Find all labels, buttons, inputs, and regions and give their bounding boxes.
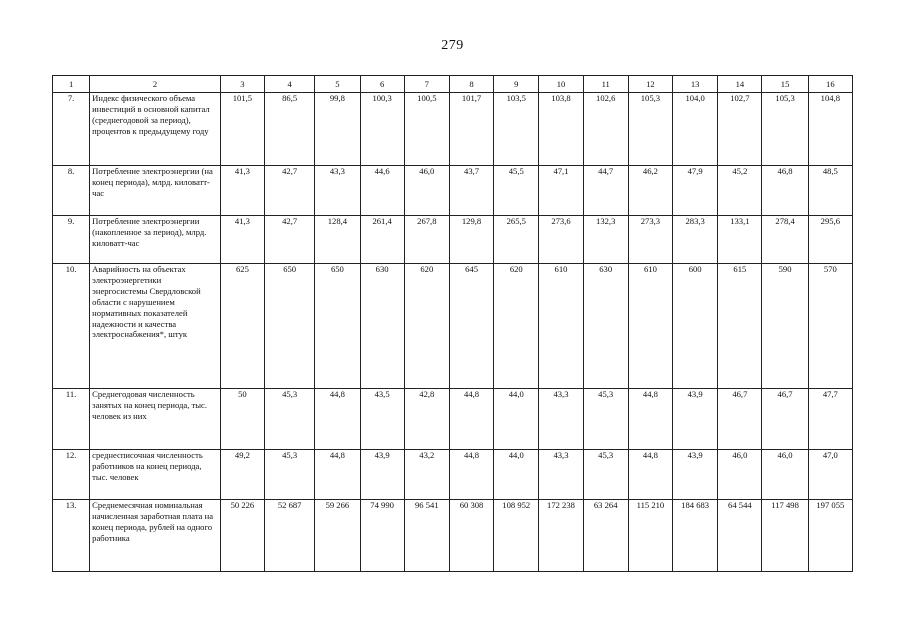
value-cell: 273,6 bbox=[539, 216, 583, 264]
row-number: 12. bbox=[53, 450, 90, 500]
value-cell: 45,2 bbox=[718, 166, 762, 216]
column-header: 5 bbox=[315, 76, 360, 93]
value-cell: 44,7 bbox=[583, 166, 628, 216]
value-cell: 99,8 bbox=[315, 93, 360, 166]
value-cell: 46,0 bbox=[718, 450, 762, 500]
value-cell: 43,9 bbox=[673, 450, 718, 500]
value-cell: 74 990 bbox=[360, 500, 404, 572]
value-cell: 43,2 bbox=[404, 450, 449, 500]
value-cell: 44,8 bbox=[449, 389, 493, 450]
column-header: 10 bbox=[539, 76, 583, 93]
value-cell: 42,7 bbox=[265, 166, 315, 216]
value-cell: 43,7 bbox=[449, 166, 493, 216]
indicator-name: Среднегодовая численность занятых на конец периода, тыс. человек из них bbox=[90, 389, 221, 450]
value-cell: 46,2 bbox=[628, 166, 672, 216]
value-cell: 100,5 bbox=[404, 93, 449, 166]
value-cell: 63 264 bbox=[583, 500, 628, 572]
value-cell: 42,8 bbox=[404, 389, 449, 450]
data-table bbox=[52, 75, 853, 572]
value-cell: 44,8 bbox=[628, 450, 672, 500]
value-cell: 47,7 bbox=[808, 389, 852, 450]
value-cell: 615 bbox=[718, 264, 762, 389]
value-cell: 45,3 bbox=[265, 389, 315, 450]
column-header: 7 bbox=[404, 76, 449, 93]
value-cell: 50 226 bbox=[220, 500, 264, 572]
row-number: 10. bbox=[53, 264, 90, 389]
value-cell: 46,7 bbox=[718, 389, 762, 450]
value-cell: 184 683 bbox=[673, 500, 718, 572]
header-row bbox=[53, 76, 853, 93]
value-cell: 44,8 bbox=[628, 389, 672, 450]
value-cell: 48,5 bbox=[808, 166, 852, 216]
value-cell: 41,3 bbox=[220, 216, 264, 264]
value-cell: 86,5 bbox=[265, 93, 315, 166]
value-cell: 47,1 bbox=[539, 166, 583, 216]
value-cell: 265,5 bbox=[494, 216, 539, 264]
value-cell: 46,0 bbox=[762, 450, 808, 500]
value-cell: 60 308 bbox=[449, 500, 493, 572]
row-number: 11. bbox=[53, 389, 90, 450]
value-cell: 42,7 bbox=[265, 216, 315, 264]
column-header: 14 bbox=[718, 76, 762, 93]
column-header: 12 bbox=[628, 76, 672, 93]
value-cell: 41,3 bbox=[220, 166, 264, 216]
value-cell: 108 952 bbox=[494, 500, 539, 572]
indicator-name: Потребление электроэнергии (накопленное за период), млрд. киловатт-час bbox=[90, 216, 221, 264]
column-header: 9 bbox=[494, 76, 539, 93]
value-cell: 104,8 bbox=[808, 93, 852, 166]
value-cell: 104,0 bbox=[673, 93, 718, 166]
table-row bbox=[53, 93, 853, 166]
value-cell: 44,0 bbox=[494, 389, 539, 450]
value-cell: 278,4 bbox=[762, 216, 808, 264]
row-number: 8. bbox=[53, 166, 90, 216]
value-cell: 43,3 bbox=[315, 166, 360, 216]
value-cell: 50 bbox=[220, 389, 264, 450]
table-row bbox=[53, 500, 853, 572]
value-cell: 105,3 bbox=[762, 93, 808, 166]
value-cell: 283,3 bbox=[673, 216, 718, 264]
value-cell: 46,8 bbox=[762, 166, 808, 216]
table-row bbox=[53, 450, 853, 500]
column-header: 11 bbox=[583, 76, 628, 93]
value-cell: 103,5 bbox=[494, 93, 539, 166]
table-row bbox=[53, 216, 853, 264]
column-header: 4 bbox=[265, 76, 315, 93]
value-cell: 100,3 bbox=[360, 93, 404, 166]
value-cell: 103,8 bbox=[539, 93, 583, 166]
row-number: 9. bbox=[53, 216, 90, 264]
column-header: 16 bbox=[808, 76, 852, 93]
value-cell: 47,0 bbox=[808, 450, 852, 500]
value-cell: 44,8 bbox=[315, 389, 360, 450]
page-number: 279 bbox=[441, 38, 464, 53]
value-cell: 43,9 bbox=[673, 389, 718, 450]
value-cell: 620 bbox=[494, 264, 539, 389]
indicator-name: Аварийность на объектах электроэнергетики энергосистемы Свердловской области с нарушением нормативных показателей надежности и качества электроснабжения*, штук bbox=[90, 264, 221, 389]
indicator-name: среднесписочная численность работников на конец периода, тыс. человек bbox=[90, 450, 221, 500]
value-cell: 44,0 bbox=[494, 450, 539, 500]
indicator-name: Потребление электроэнергии (на конец периода), млрд. киловатт-час bbox=[90, 166, 221, 216]
value-cell: 44,6 bbox=[360, 166, 404, 216]
value-cell: 630 bbox=[360, 264, 404, 389]
column-header: 2 bbox=[90, 76, 221, 93]
value-cell: 52 687 bbox=[265, 500, 315, 572]
value-cell: 650 bbox=[265, 264, 315, 389]
value-cell: 132,3 bbox=[583, 216, 628, 264]
value-cell: 101,5 bbox=[220, 93, 264, 166]
indicator-name: Среднемесячная номинальная начисленная заработная плата на конец периода, рублей на одного работника bbox=[90, 500, 221, 572]
value-cell: 630 bbox=[583, 264, 628, 389]
value-cell: 59 266 bbox=[315, 500, 360, 572]
value-cell: 590 bbox=[762, 264, 808, 389]
value-cell: 45,3 bbox=[583, 450, 628, 500]
column-header: 13 bbox=[673, 76, 718, 93]
value-cell: 645 bbox=[449, 264, 493, 389]
value-cell: 44,8 bbox=[315, 450, 360, 500]
column-header: 3 bbox=[220, 76, 264, 93]
column-header: 6 bbox=[360, 76, 404, 93]
value-cell: 45,3 bbox=[265, 450, 315, 500]
value-cell: 102,6 bbox=[583, 93, 628, 166]
table-row bbox=[53, 166, 853, 216]
value-cell: 273,3 bbox=[628, 216, 672, 264]
value-cell: 128,4 bbox=[315, 216, 360, 264]
value-cell: 43,9 bbox=[360, 450, 404, 500]
value-cell: 610 bbox=[628, 264, 672, 389]
value-cell: 172 238 bbox=[539, 500, 583, 572]
column-header: 15 bbox=[762, 76, 808, 93]
value-cell: 43,5 bbox=[360, 389, 404, 450]
value-cell: 295,6 bbox=[808, 216, 852, 264]
value-cell: 46,0 bbox=[404, 166, 449, 216]
value-cell: 44,8 bbox=[449, 450, 493, 500]
value-cell: 197 055 bbox=[808, 500, 852, 572]
value-cell: 105,3 bbox=[628, 93, 672, 166]
value-cell: 46,7 bbox=[762, 389, 808, 450]
value-cell: 101,7 bbox=[449, 93, 493, 166]
value-cell: 43,3 bbox=[539, 389, 583, 450]
value-cell: 45,5 bbox=[494, 166, 539, 216]
column-header: 8 bbox=[449, 76, 493, 93]
value-cell: 96 541 bbox=[404, 500, 449, 572]
value-cell: 625 bbox=[220, 264, 264, 389]
value-cell: 261,4 bbox=[360, 216, 404, 264]
value-cell: 570 bbox=[808, 264, 852, 389]
value-cell: 64 544 bbox=[718, 500, 762, 572]
table-row bbox=[53, 389, 853, 450]
value-cell: 102,7 bbox=[718, 93, 762, 166]
value-cell: 115 210 bbox=[628, 500, 672, 572]
value-cell: 133,1 bbox=[718, 216, 762, 264]
row-number: 7. bbox=[53, 93, 90, 166]
table-body bbox=[53, 93, 853, 572]
row-number: 13. bbox=[53, 500, 90, 572]
value-cell: 600 bbox=[673, 264, 718, 389]
value-cell: 267,8 bbox=[404, 216, 449, 264]
value-cell: 610 bbox=[539, 264, 583, 389]
value-cell: 129,8 bbox=[449, 216, 493, 264]
value-cell: 117 498 bbox=[762, 500, 808, 572]
value-cell: 620 bbox=[404, 264, 449, 389]
value-cell: 43,3 bbox=[539, 450, 583, 500]
value-cell: 47,9 bbox=[673, 166, 718, 216]
table-row bbox=[53, 264, 853, 389]
indicator-name: Индекс физического объема инвестиций в основной капитал (среднегодовой за период), процентов к предыдущему году bbox=[90, 93, 221, 166]
value-cell: 45,3 bbox=[583, 389, 628, 450]
value-cell: 49,2 bbox=[220, 450, 264, 500]
column-header: 1 bbox=[53, 76, 90, 93]
value-cell: 650 bbox=[315, 264, 360, 389]
